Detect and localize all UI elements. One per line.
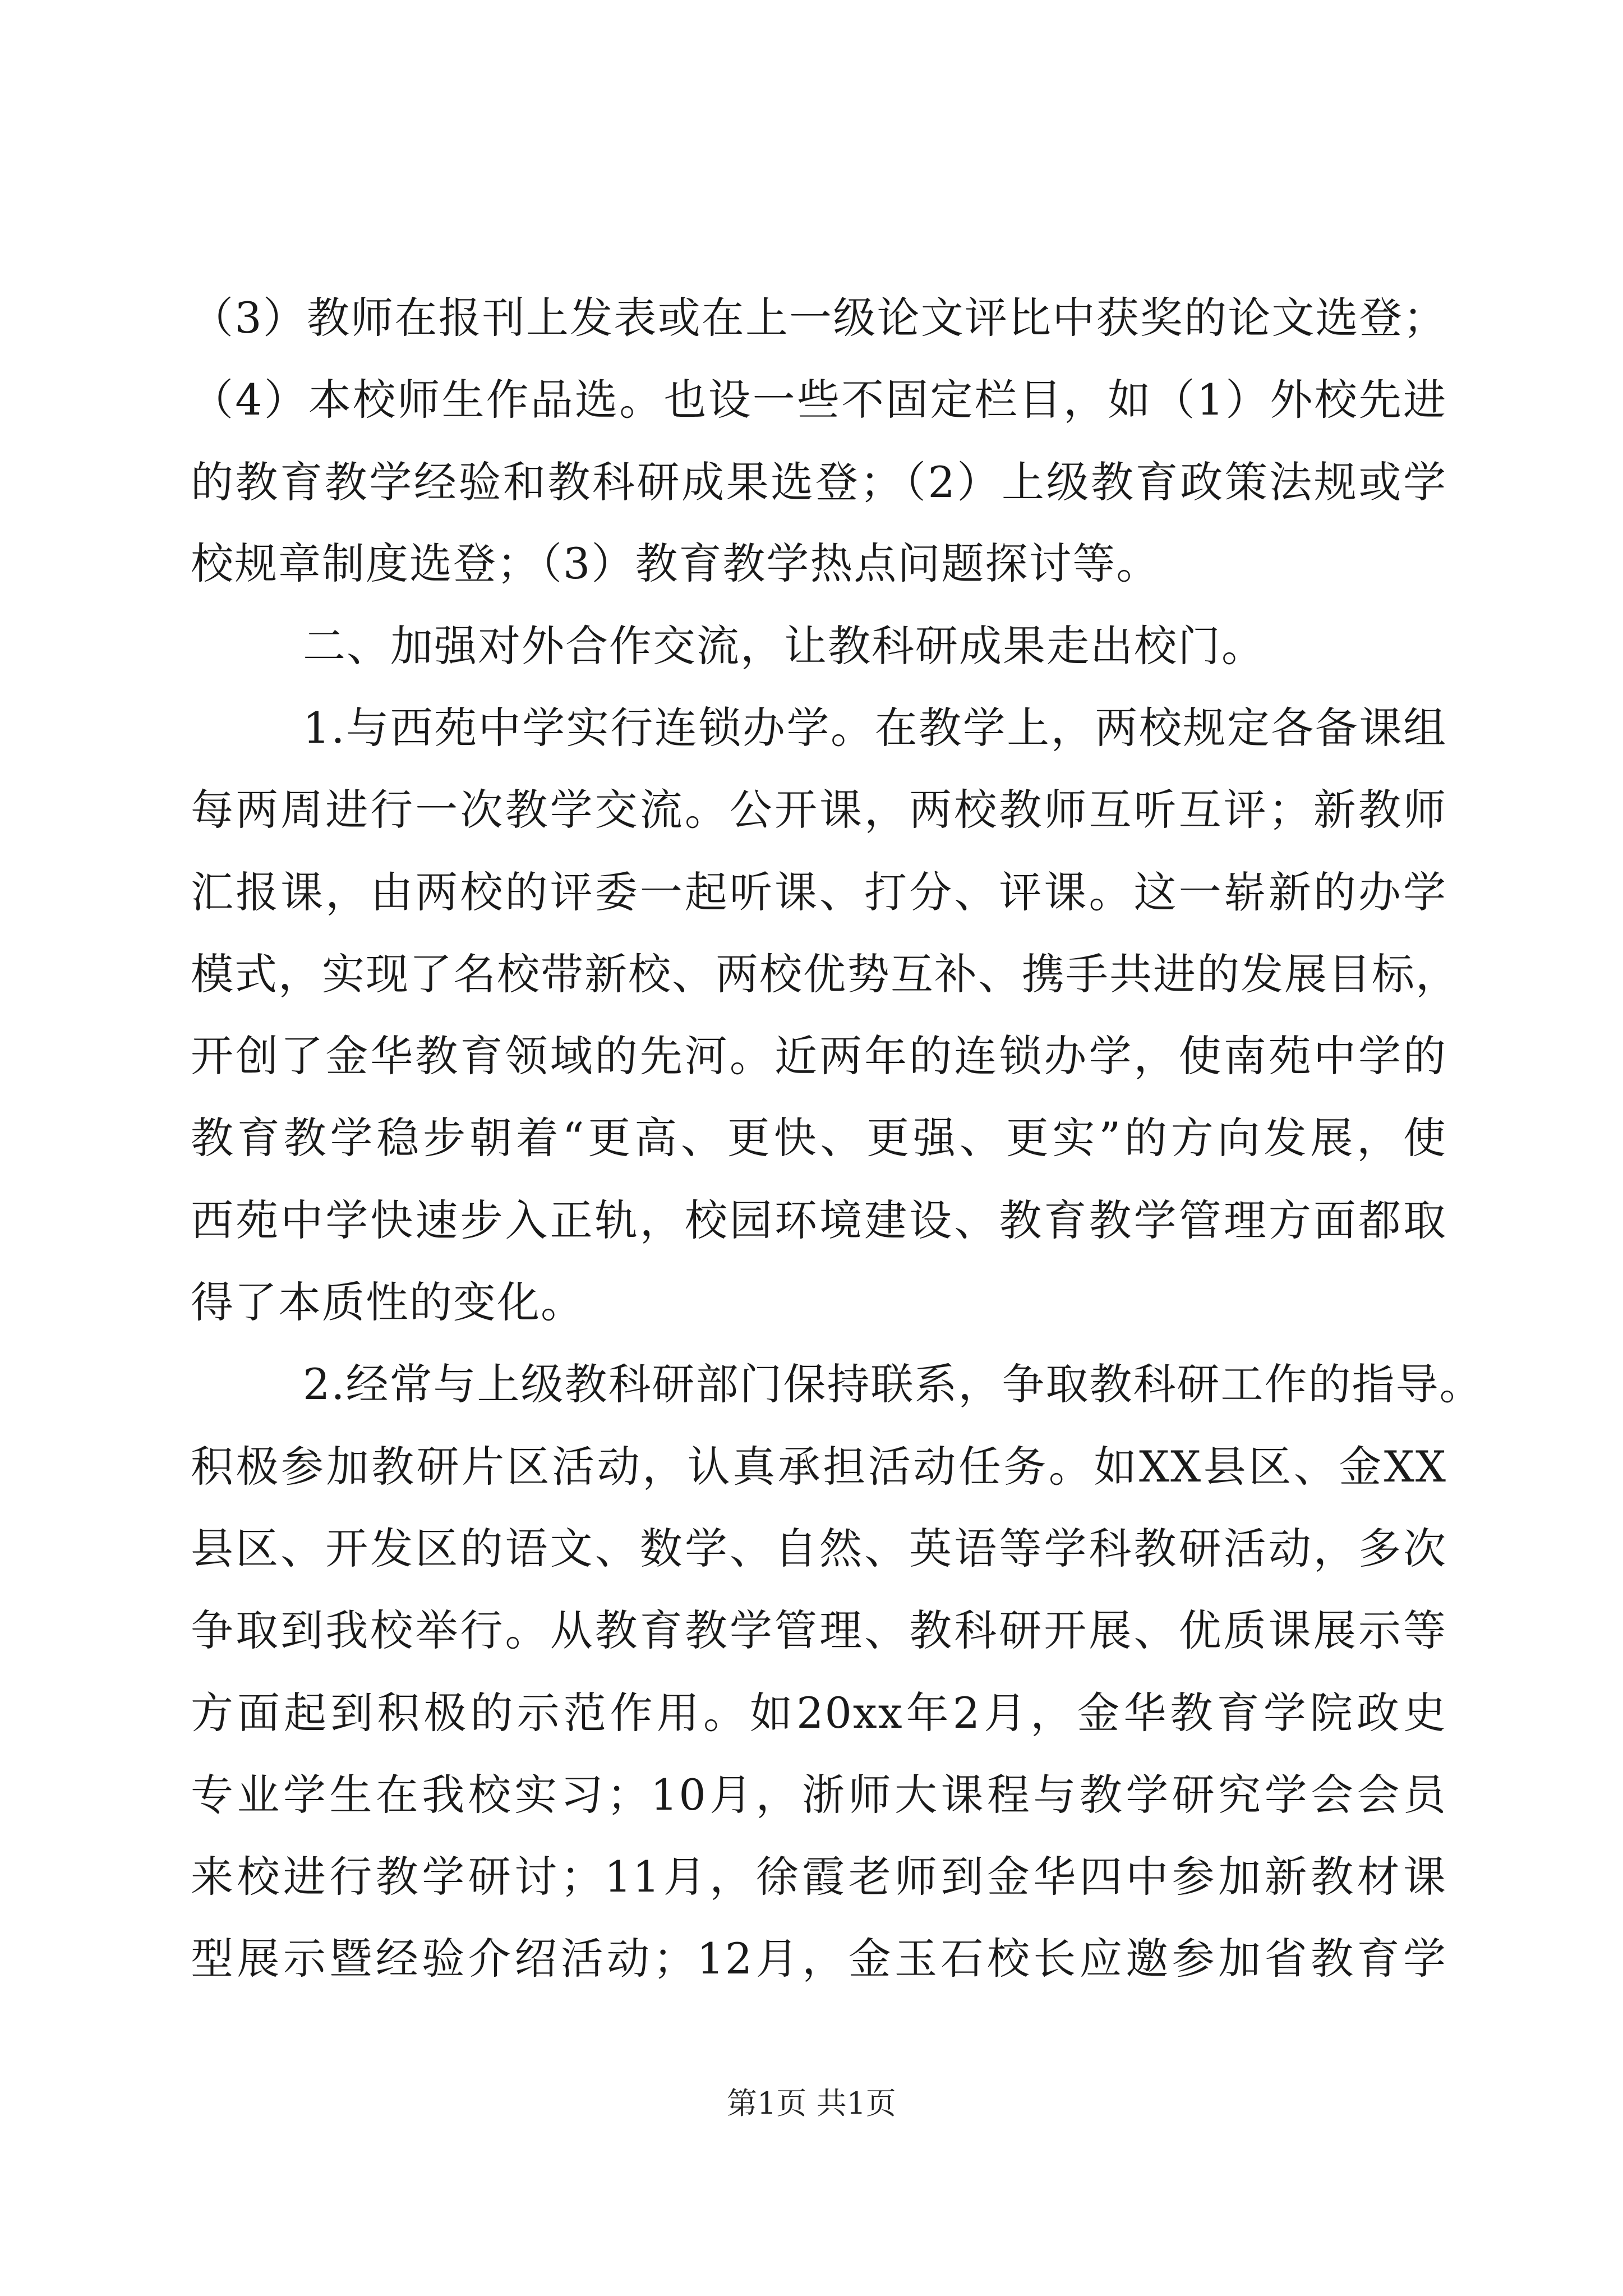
text-line-1: （3）教师在报刊上发表或在上一级论文评比中获奖的论文选登；	[191, 293, 1447, 343]
page-footer: 第1页 共1页	[727, 2086, 896, 2121]
text-line-2: （4）本校师生作品选。也设一些不固定栏目，如（1）外校先进	[191, 375, 1447, 425]
text-line-11: 教育教学稳步朝着“更高、更快、更强、更实”的方向发展，使	[191, 1113, 1447, 1163]
text-line-9: 模式，实现了名校带新校、两校优势互补、携手共进的发展目标，	[191, 949, 1459, 999]
text-line-13: 得了本质性的变化。	[191, 1277, 584, 1327]
text-line-6: 1.与西苑中学实行连锁办学。在教学上，两校规定各备课组	[303, 703, 1447, 753]
text-line-20: 来校进行教学研讨；11月，徐霞老师到金华四中参加新教材课	[191, 1852, 1447, 1902]
text-line-21: 型展示暨经验介绍活动；12月，金玉石校长应邀参加省教育学	[191, 1934, 1447, 1984]
section-heading: 二、加强对外合作交流，让教科研成果走出校门。	[303, 621, 1265, 671]
text-line-8: 汇报课，由两校的评委一起听课、打分、评课。这一崭新的办学	[191, 867, 1447, 917]
text-line-17: 争取到我校举行。从教育教学管理、教科研开展、优质课展示等	[191, 1605, 1447, 1655]
text-line-7: 每两周进行一次教学交流。公开课，两校教师互听互评；新教师	[191, 785, 1447, 835]
text-line-3: 的教育教学经验和教科研成果选登；（2）上级教育政策法规或学	[191, 457, 1447, 507]
text-line-10: 开创了金华教育领域的先河。近两年的连锁办学，使南苑中学的	[191, 1031, 1447, 1081]
text-line-16: 县区、开发区的语文、数学、自然、英语等学科教研活动，多次	[191, 1524, 1447, 1573]
text-line-15: 积极参加教研片区活动，认真承担活动任务。如XX县区、金XX	[191, 1442, 1447, 1492]
text-line-18: 方面起到积极的示范作用。如20xx年2月，金华教育学院政史	[191, 1688, 1447, 1738]
text-line-4: 校规章制度选登；（3）教育教学热点问题探讨等。	[191, 539, 1160, 588]
text-line-19: 专业学生在我校实习；10月，浙师大课程与教学研究学会会员	[191, 1770, 1447, 1820]
text-line-14: 2.经常与上级教科研部门保持联系，争取教科研工作的指导。	[303, 1359, 1483, 1409]
text-line-12: 西苑中学快速步入正轨，校园环境建设、教育教学管理方面都取	[191, 1195, 1447, 1245]
